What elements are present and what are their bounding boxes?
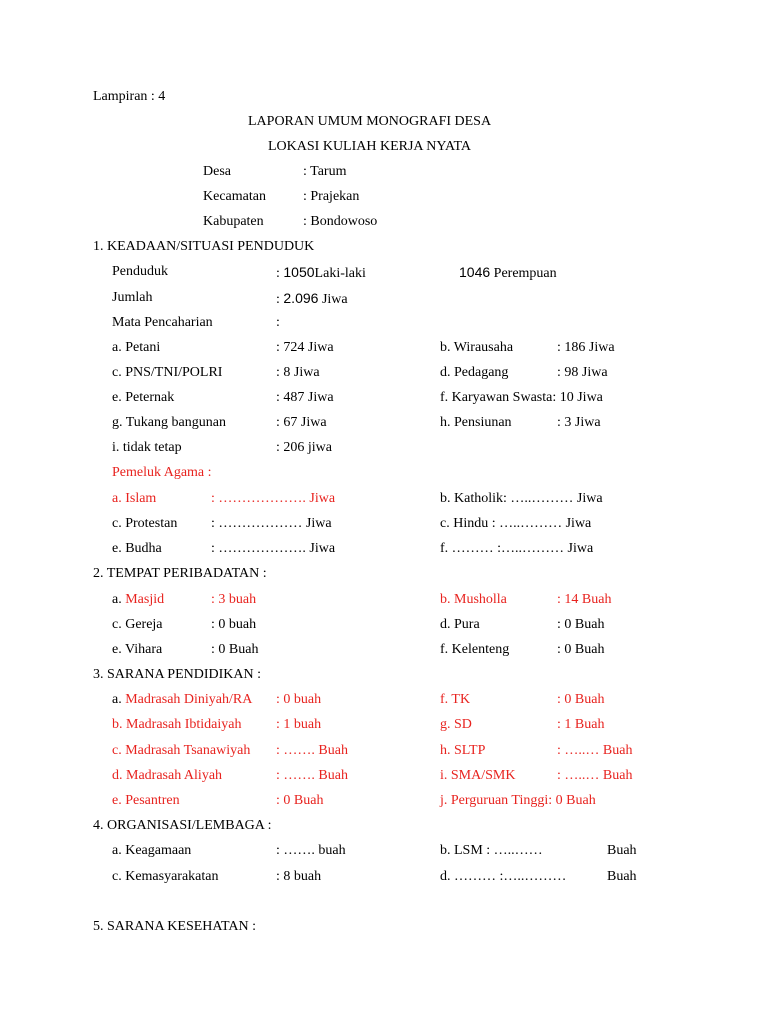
education-label: d. Madrasah Aliyah [112, 768, 223, 783]
job-label: c. PNS/TNI/POLRI [112, 365, 223, 380]
worship-value: : 3 buah [211, 592, 257, 607]
religion-entry: b. Katholik: …..……… Jiwa [440, 491, 603, 506]
religion-label: c. Protestan [112, 516, 178, 531]
worship-label: b. Musholla [440, 592, 507, 607]
worship-label: d. Pura [440, 617, 480, 632]
religion-entry: f. ……… :…..……… Jiwa [440, 541, 594, 556]
item-prefix: a. [112, 692, 126, 707]
madrasah-diniyah-label: Madrasah Diniyah/RA [125, 692, 253, 707]
job-label: h. Pensiunan [440, 415, 512, 430]
jumlah-label: Jumlah [112, 290, 153, 305]
jumlah-value [276, 290, 348, 308]
section-5-heading: 5. SARANA KESEHATAN : [93, 919, 257, 934]
kecamatan-label: Kecamatan [203, 189, 266, 204]
male-count: 1050 [283, 264, 315, 280]
education-value: : 0 buah [276, 692, 322, 707]
masjid-label: Masjid [125, 592, 165, 607]
section-4-heading: 4. ORGANISASI/LEMBAGA : [93, 818, 272, 833]
worship-value: : 0 buah [211, 617, 257, 632]
kabupaten-value: : Bondowoso [303, 214, 378, 229]
job-label: d. Pedagang [440, 365, 509, 380]
religion-value: : ……………… Jiwa [211, 516, 332, 531]
job-value: : 3 Jiwa [557, 415, 601, 430]
education-label: h. SLTP [440, 743, 486, 758]
colon: : [276, 292, 280, 307]
report-subtitle: LOKASI KULIAH KERJA NYATA [268, 139, 472, 154]
education-label: i. SMA/SMK [440, 768, 516, 783]
organization-unit: Buah [607, 869, 637, 884]
education-value: : …..… Buah [557, 743, 633, 758]
job-label: a. Petani [112, 340, 161, 355]
organization-label: d. ……… :…..……… [440, 869, 567, 884]
attachment-label: Lampiran : 4 [93, 89, 166, 104]
religion-label: a. Islam [112, 491, 157, 506]
religion-value: : ………………. Jiwa [211, 541, 336, 556]
education-label: j. Perguruan Tinggi: 0 Buah [440, 793, 596, 808]
kabupaten-label: Kabupaten [203, 214, 264, 229]
religion-value: : ………………. Jiwa [211, 491, 336, 506]
education-value: : 0 Buah [276, 793, 324, 808]
pemeluk-agama-heading: Pemeluk Agama : [112, 465, 212, 480]
female-count: 1046 [459, 264, 491, 280]
worship-value: : 0 Buah [557, 617, 605, 632]
male-unit: Laki-laki [314, 266, 366, 281]
worship-value: : 14 Buah [557, 592, 612, 607]
section-3-heading: 3. SARANA PENDIDIKAN : [93, 667, 262, 682]
worship-label: e. Vihara [112, 642, 163, 657]
job-value: : 8 Jiwa [276, 365, 320, 380]
worship-value: : 0 Buah [557, 642, 605, 657]
education-value: : 0 Buah [557, 692, 605, 707]
organization-label: a. Keagamaan [112, 843, 192, 858]
kecamatan-value: : Prajekan [303, 189, 360, 204]
job-value: : 98 Jiwa [557, 365, 608, 380]
item-prefix: a. [112, 592, 126, 607]
worship-label [112, 592, 164, 608]
section-1-heading: 1. KEADAAN/SITUASI PENDUDUK [93, 239, 315, 254]
penduduk-female-value [459, 264, 557, 282]
jumlah-count: 2.096 [283, 290, 319, 306]
organization-label: b. LSM : …..…… [440, 843, 543, 858]
worship-value: : 0 Buah [211, 642, 259, 657]
religion-label: e. Budha [112, 541, 162, 556]
education-value: : ……. Buah [276, 768, 348, 783]
job-label: e. Peternak [112, 390, 175, 405]
colon: : [276, 266, 280, 281]
section-2-heading: 2. TEMPAT PERIBADATAN : [93, 566, 267, 581]
mata-pencaharian-colon: : [276, 315, 280, 330]
religion-entry: c. Hindu : …..……… Jiwa [440, 516, 592, 531]
education-label [112, 692, 252, 708]
job-value: : 206 jiwa [276, 440, 332, 455]
desa-label: Desa [203, 164, 231, 179]
education-value: : 1 Buah [557, 717, 605, 732]
education-label: b. Madrasah Ibtidaiyah [112, 717, 242, 732]
organization-value: : ……. buah [276, 843, 346, 858]
job-value: : 487 Jiwa [276, 390, 334, 405]
education-label: f. TK [440, 692, 471, 707]
worship-label: f. Kelenteng [440, 642, 510, 657]
job-label: i. tidak tetap [112, 440, 182, 455]
desa-value: : Tarum [303, 164, 347, 179]
organization-label: c. Kemasyarakatan [112, 869, 219, 884]
jumlah-unit: Jiwa [321, 292, 348, 307]
education-value: : …..… Buah [557, 768, 633, 783]
job-value: : 67 Jiwa [276, 415, 327, 430]
job-value: : 186 Jiwa [557, 340, 615, 355]
job-label: f. Karyawan Swasta: 10 Jiwa [440, 390, 603, 405]
worship-label: c. Gereja [112, 617, 163, 632]
education-label: g. SD [440, 717, 472, 732]
female-unit: Perempuan [493, 266, 557, 281]
report-title: LAPORAN UMUM MONOGRAFI DESA [248, 114, 492, 129]
job-label: b. Wirausaha [440, 340, 514, 355]
job-value: : 724 Jiwa [276, 340, 334, 355]
penduduk-label: Penduduk [112, 264, 168, 279]
education-label: c. Madrasah Tsanawiyah [112, 743, 251, 758]
organization-value: : 8 buah [276, 869, 322, 884]
education-value: : 1 buah [276, 717, 322, 732]
education-value: : ……. Buah [276, 743, 348, 758]
education-label: e. Pesantren [112, 793, 180, 808]
job-label: g. Tukang bangunan [112, 415, 226, 430]
mata-pencaharian-label: Mata Pencaharian [112, 315, 213, 330]
penduduk-male-value [276, 264, 366, 282]
organization-unit: Buah [607, 843, 637, 858]
